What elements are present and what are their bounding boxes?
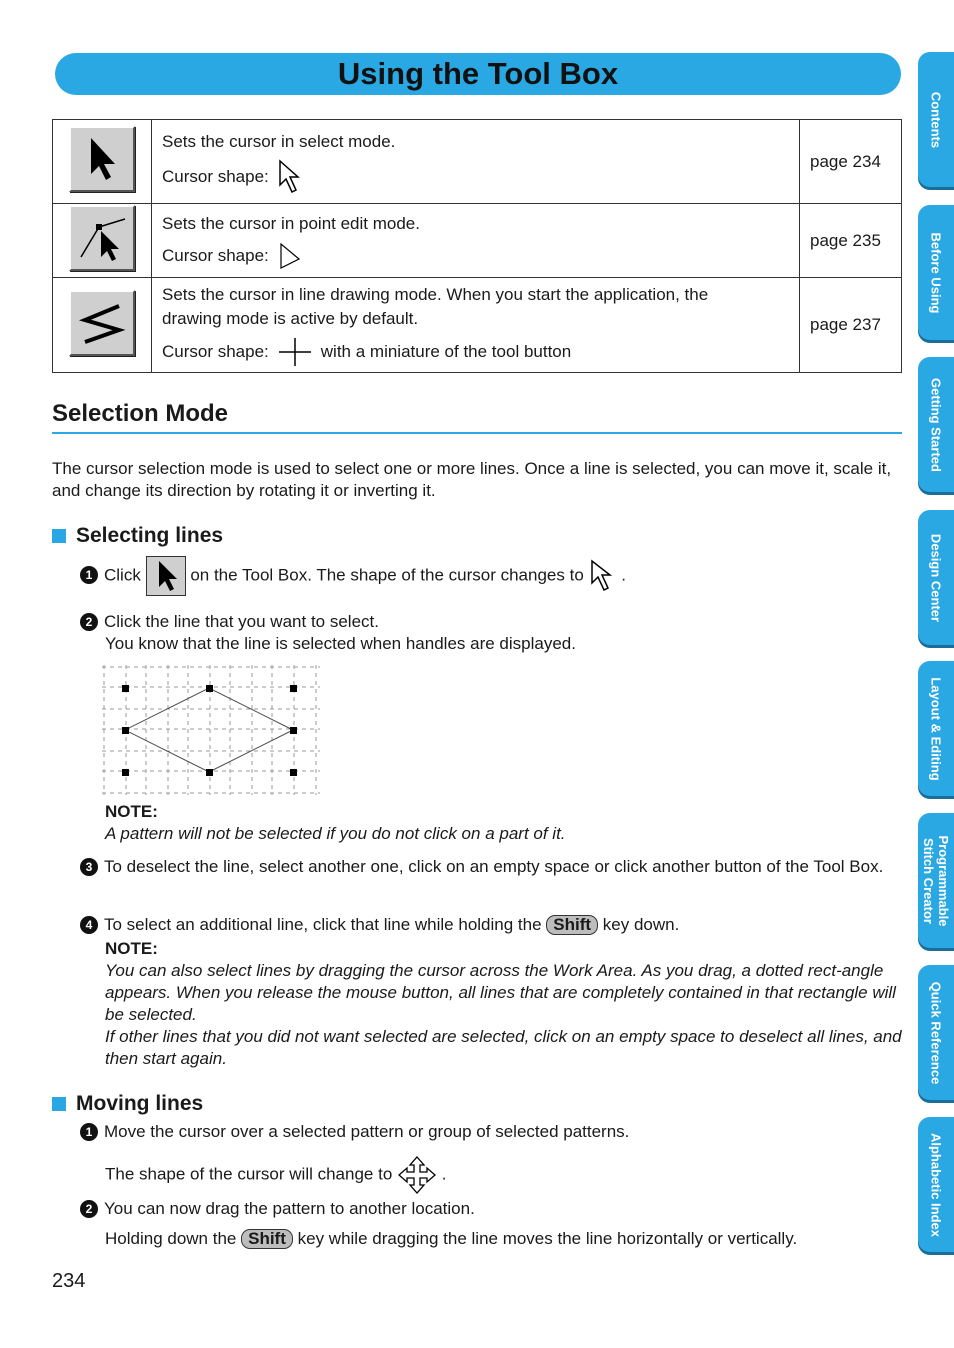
step-number: 1 (80, 566, 98, 584)
moving-step-1: 1 Move the cursor over a selected pattern or group of selected patterns. The shape of the cursor will change to . (80, 1121, 900, 1195)
step-number: 3 (80, 858, 98, 876)
tool-row-point-edit (53, 204, 902, 278)
cursor-extra-text: with a miniature of the tool button (320, 342, 572, 361)
step-number: 1 (80, 1123, 98, 1141)
page-reference: page 237 (800, 278, 902, 373)
tools-table (52, 119, 902, 373)
subheading-moving-lines: Moving lines (52, 1092, 203, 1116)
side-tab-contents[interactable]: Contents (918, 52, 954, 187)
page-reference: page 235 (800, 204, 902, 278)
shift-key-badge: Shift (241, 1229, 293, 1249)
side-tab-design-center[interactable]: Design Center (918, 510, 954, 645)
arrow-cursor-icon (589, 559, 617, 593)
note-2: NOTE: You can also select lines by dragging the cursor across the Work Area. As you drag, a dotted rect-angle appears. When you release the mouse button, all lines that are completely contained in that rectangle will be selected. If other lines that you did not want selected are selected, click on an empty space to deselect all lines, and then start again. (105, 939, 902, 1068)
side-tab-quick-reference[interactable]: Quick Reference (918, 965, 954, 1100)
cursor-shape-label: Cursor shape: (162, 245, 269, 265)
side-tab-layout-editing[interactable]: Layout & Editing (918, 661, 954, 796)
step-number: 2 (80, 1200, 98, 1218)
select-arrow-icon (69, 126, 135, 192)
selected-line-illustration (100, 663, 322, 797)
tool-row-line-draw (53, 278, 902, 373)
side-tab-programmable-stitch-creator[interactable]: Programmable Stitch Creator (918, 813, 954, 948)
page-title: Using the Tool Box (337, 56, 619, 91)
side-tab-getting-started[interactable]: Getting Started (918, 357, 954, 492)
title-bar (55, 53, 901, 95)
selecting-step-1: 1 Click on the Tool Box. The shape of the cursor changes to . (80, 556, 900, 596)
select-tool-button-icon (146, 556, 186, 596)
selecting-step-3: 3 To deselect the line, select another one, click on an empty space or click another button of the Tool Box. (80, 856, 900, 878)
arrow-cursor-icon (277, 159, 305, 195)
intro-paragraph: The cursor selection mode is used to select one or more lines. Once a line is selected, you can move it, scale it, and change its direction by rotating it or inverting it. (52, 459, 892, 500)
shift-key-badge: Shift (546, 915, 598, 935)
tool-description: Sets the cursor in select mode. (162, 131, 396, 151)
note-1: NOTE: A pattern will not be selected if you do not click on a part of it. (105, 802, 566, 843)
moving-step-2: 2 You can now drag the pattern to another location. Holding down the Shift key while dragging the line moves the line horizontally or vertically. (80, 1198, 900, 1250)
selecting-step-4: 4 To select an additional line, click that line while holding the Shift key down. (80, 914, 900, 936)
move-cursor-icon (397, 1155, 437, 1195)
square-bullet-icon (52, 1097, 66, 1111)
square-bullet-icon (52, 529, 66, 543)
crosshair-cursor-icon (277, 336, 313, 368)
tool-description: drawing mode is active by default. (162, 309, 419, 328)
line-draw-icon (69, 290, 135, 356)
cursor-shape-label: Cursor shape: (162, 342, 269, 361)
tool-description: Sets the cursor in line drawing mode. When you start the application, the (162, 285, 709, 304)
subheading-selecting-lines: Selecting lines (52, 524, 223, 548)
step-number: 2 (80, 613, 98, 631)
selecting-step-2: 2 Click the line that you want to select. You know that the line is selected when handles are displayed. (80, 611, 900, 655)
triangle-cursor-icon (277, 241, 303, 271)
page-reference: page 234 (800, 120, 902, 204)
step-number: 4 (80, 916, 98, 934)
cursor-shape-label: Cursor shape: (162, 166, 269, 186)
page-number: 234 (52, 1270, 86, 1292)
tool-description: Sets the cursor in point edit mode. (162, 213, 420, 233)
tool-row-select (53, 120, 902, 204)
side-tab-alphabetic-index[interactable]: Alphabetic Index (918, 1117, 954, 1252)
side-tab-before-using[interactable]: Before Using (918, 205, 954, 340)
point-edit-icon (69, 205, 135, 271)
section-heading: Selection Mode (52, 400, 902, 434)
